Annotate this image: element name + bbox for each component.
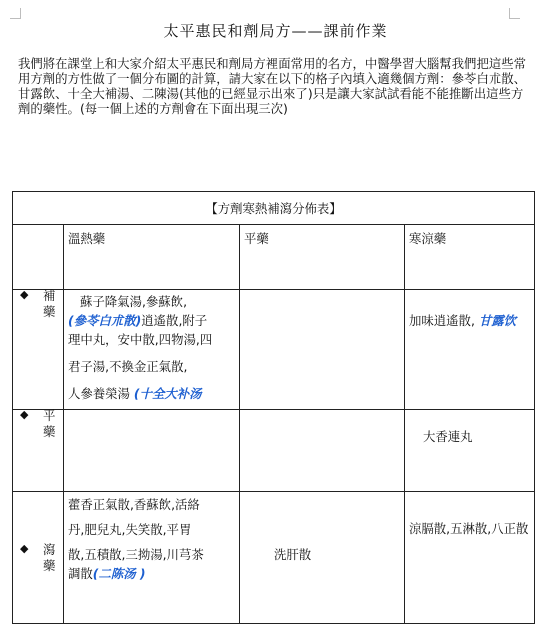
row-label-text: 瀉藥 — [43, 542, 56, 573]
cell-tonify-cold: 加味逍遙散, 甘露饮 — [405, 290, 535, 410]
diamond-bullet: ◆ — [20, 288, 29, 301]
corner-cell — [13, 225, 64, 290]
line-4: 調散(二陈汤 ) — [68, 566, 146, 581]
row-label-text: 平藥 — [43, 408, 56, 439]
line-2: (參苓白朮散)逍遙散,附子 — [68, 313, 208, 328]
row-label-tonify — [13, 290, 64, 410]
handwritten-note: (十全大补汤 — [133, 386, 202, 401]
cell-tonify-warm — [64, 290, 240, 410]
cell-neutral-warm — [64, 410, 240, 492]
row-label-neutral — [13, 410, 64, 492]
document-title: 太平惠民和劑局方——課前作業 — [163, 22, 388, 40]
cell-tonify-neutral — [240, 290, 405, 410]
diamond-bullet: ◆ — [20, 542, 29, 555]
cell-purge-warm — [64, 492, 240, 624]
cell-neutral-neutral — [240, 410, 405, 492]
distribution-table — [12, 191, 535, 624]
handwritten-note: (參苓白朮散) — [68, 313, 142, 328]
table-caption: 【方劑寒熱補瀉分佈表】 — [13, 192, 535, 225]
line-2: 丹,肥兒丸,失笑散,平胃 — [68, 522, 192, 537]
line-5: 人參養榮湯 (十全大补汤 — [68, 386, 202, 401]
cell-purge-cold: 涼膈散,五淋散,八正散 — [405, 492, 535, 624]
handwritten-note: (二陈汤 ) — [92, 566, 146, 581]
line-1: 蘇子降氣湯,參蘇飲, — [80, 294, 188, 309]
col-header-cold: 寒涼藥 — [405, 225, 535, 290]
line-1: 藿香正氣散,香蘇飲,活絡 — [68, 497, 200, 512]
line-3: 散,五積散,三拗湯,川芎茶 — [68, 547, 204, 562]
col-header-neutral: 平藥 — [240, 225, 405, 290]
col-header-warm: 溫熱藥 — [64, 225, 240, 290]
cell-purge-neutral: 洗肝散 — [240, 492, 405, 624]
row-label-purge — [13, 492, 64, 624]
line-4: 君子湯,不換金正氣散, — [68, 359, 188, 374]
row-label-text: 補藥 — [43, 288, 56, 319]
cell-neutral-cold: 大香連丸 — [405, 410, 535, 492]
line-3: 理中丸，安中散,四物湯,四 — [68, 332, 213, 347]
diamond-bullet: ◆ — [20, 408, 29, 421]
handwritten-note: 甘露饮 — [478, 313, 517, 328]
margin-corner-left — [10, 8, 21, 19]
intro-paragraph: 我們將在課堂上和大家介紹太平惠民和劑局方裡面常用的名方，中醫學習大腦幫我們把這些常用方劑的方性做了一個分布圖的計算，請大家在以下的格子內填入適幾個方劑：參苓白朮散、甘露飲、十全大補湯、二陳湯(其他的已經显示出來了)只是讓大家試試看能不能推斷出這些方劑的藥性。(每一個上述的方劑會在下面出現三次) — [18, 56, 527, 116]
margin-corner-right — [509, 8, 520, 19]
